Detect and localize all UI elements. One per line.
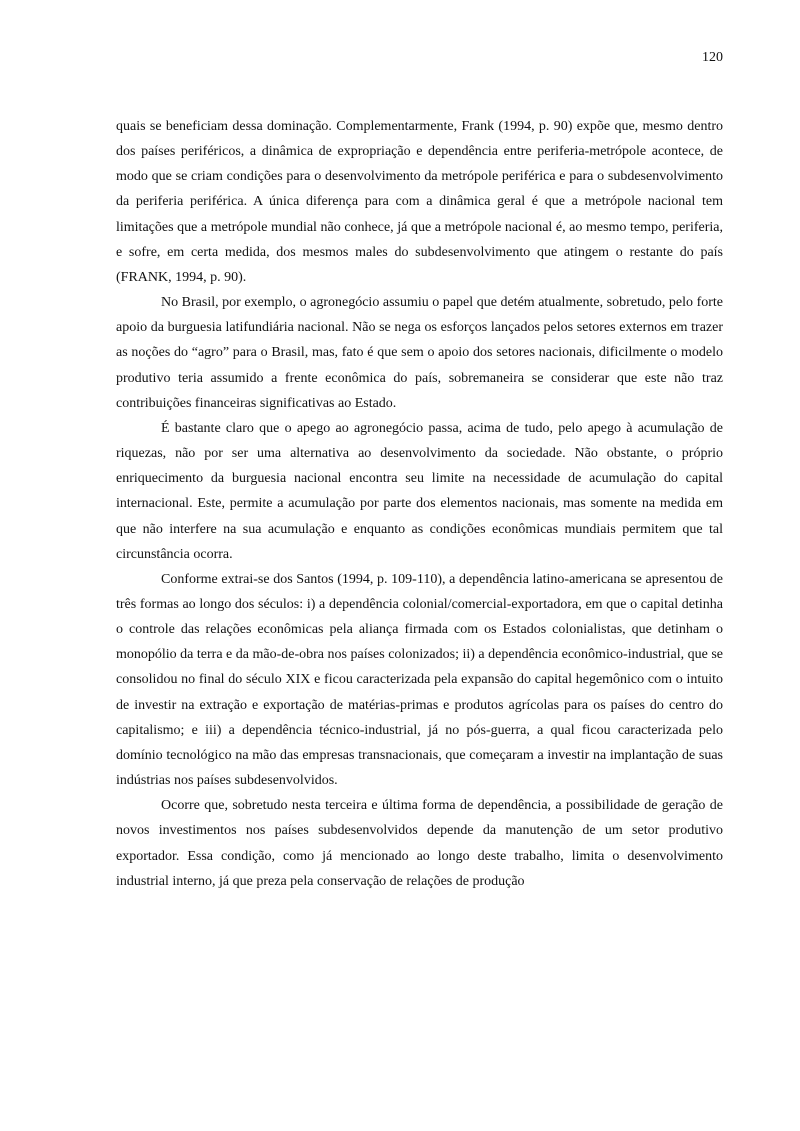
paragraph-formas-dependencia: Conforme extrai-se dos Santos (1994, p. 109-110), a dependência latino-americana se apresentou de três formas ao longo dos séculos: i) a dependência colonial/comercial-exportadora, em que o capital detinha o controle das relações econômicas pela aliança firmada com os Estados colonialistas, que detinham o monopólio da terra e da mão-de-obra nos países colonizados; ii) a dependência econômico-industrial, que se consolidou no final do século XIX e ficou caracterizada pela expansão do capital hegemônico com o intuito de investir na extração e exportação de matérias-primas e produtos agrícolas para os países do centro do capitalismo; e iii) a dependência técnico-industrial, já no pós-guerra, a qual ficou caracterizada pelo domínio tecnológico na mão das empresas transnacionais, que começaram a investir na implantação de suas indústrias nos países subdesenvolvidos. xyxy=(116,571,723,789)
paragraph-continuation: quais se beneficiam dessa dominação. Complementarmente, Frank (1994, p. 90) expõe que, mesmo dentro dos países periféricos, a dinâmica de expropriação e dependência entre periferia-metrópole acontece, de modo que se criam condições para o desenvolvimento da metrópole periférica e para o subdesenvolvimento da periferia periférica. A única diferença para com a dinâmica geral é que a metrópole nacional tem limitações que a metrópole mundial não conhece, já que a metrópole nacional é, ao mesmo tempo, periferia, e sofre, em certa medida, dos mesmos males do subdesenvolvimento que atingem o restante do país (FRANK, 1994, p. 90). xyxy=(116,119,723,285)
body-text xyxy=(116,114,723,894)
paragraph-terceira-forma: Ocorre que, sobretudo nesta terceira e última forma de dependência, a possibilidade de geração de novos investimentos nos países subdesenvolvidos depende da manutenção de um setor produtivo exportador. Essa condição, como já mencionado ao longo deste trabalho, limita o desenvolvimento industrial interno, já que preza pela conservação de relações de produção xyxy=(116,798,723,889)
paragraph-acumulacao: É bastante claro que o apego ao agronegócio passa, acima de tudo, pelo apego à acumulação de riquezas, não por ser uma alternativa ao desenvolvimento da sociedade. Não obstante, o próprio enriquecimento da burguesia nacional encontra seu limite na necessidade de acumulação do capital internacional. Este, permite a acumulação por parte dos elementos nacionais, mas somente na medida em que não interfere na sua acumulação e enquanto as condições econômicas mundiais permitem que tal circunstância ocorra. xyxy=(116,420,723,562)
paragraph-agronegocio: No Brasil, por exemplo, o agronegócio assumiu o papel que detém atualmente, sobretudo, pelo forte apoio da burguesia latifundiária nacional. Não se nega os esforços lançados pelos setores externos em trazer as noções do “agro” para o Brasil, mas, fato é que sem o apoio dos setores nacionais, dificilmente o modelo produtivo teria assumido a frente econômica do país, sobremaneira se considerar que este não traz contribuições financeiras significativas ao Estado. xyxy=(116,295,723,411)
page-number: 120 xyxy=(702,50,723,65)
